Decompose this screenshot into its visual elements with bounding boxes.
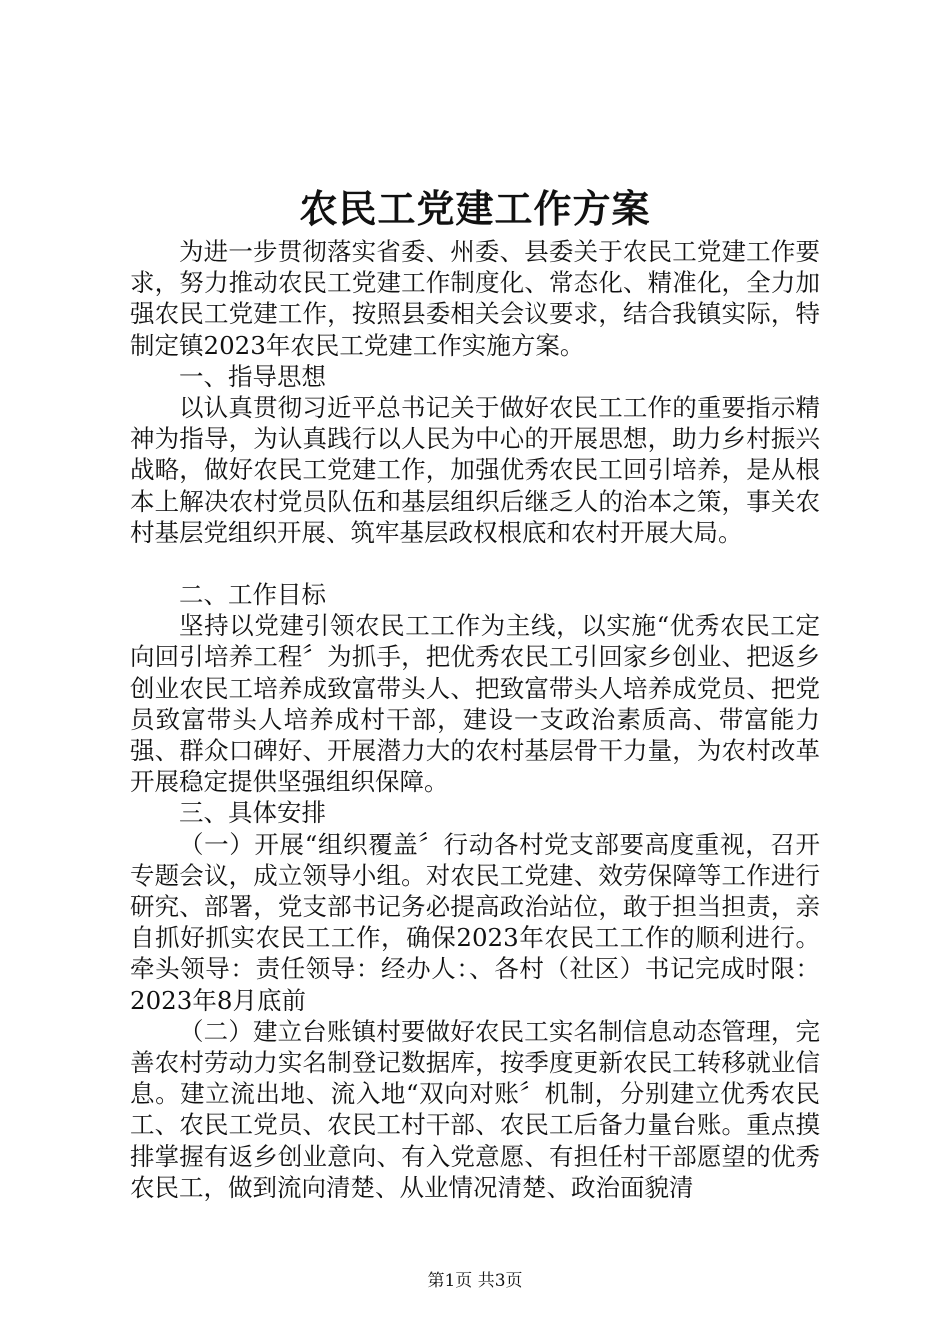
document-title: 农民工党建工作方案 — [299, 186, 651, 231]
arrangement-item-1: （一）开展“组织覆盖〞行动各村党支部要高度重视，召开专题会议，成立领导小组。对农民工党建、效劳保障等工作进行研究、部署，党支部书记务必提高政治站位，敢于担当担责，亲自抓好抓实农民工工作，确保2023年农民工工作的顺利进行。牵头领导：责任领导：经办人：、各村（社区）书记完成时限：2023年8月底前 — [130, 829, 820, 1015]
arrangement-item-2: （二）建立台账镇村要做好农民工实名制信息动态管理，完善农村劳动力实名制登记数据库，按季度更新农民工转移就业信息。建立流出地、流入地“双向对账〞机制，分别建立优秀农民工、农民工党员、农民工村干部、农民工后备力量台账。重点摸排掌握有返乡创业意向、有入党意愿、有担任村干部愿望的优秀农民工，做到流向清楚、从业情况清楚、政治面貌清 — [130, 1016, 820, 1202]
work-goals-paragraph: 坚持以党建引领农民工工作为主线，以实施“优秀农民工定向回引培养工程〞为抓手，把优秀农民工引回家乡创业、把返乡创业农民工培养成致富带头人、把致富带头人培养成党员、把党员致富带头人培养成村干部，建设一支政治素质高、带富能力强、群众口碑好、开展潜力大的农村基层骨干力量，为农村改革开展稳定提供坚强组织保障。 — [130, 611, 820, 797]
guiding-ideology-paragraph: 以认真贯彻习近平总书记关于做好农民工工作的重要指示精神为指导，为认真践行以人民为中心的开展思想，助力乡村振兴战略，做好农民工党建工作，加强优秀农民工回引培养，是从根本上解决农村党员队伍和基层组织后继乏人的治本之策，事关农村基层党组织开展、筑牢基层政权根底和农村开展大局。 — [130, 393, 820, 547]
section-heading-specific-arrangements: 三、具体安排 — [179, 798, 326, 828]
section-heading-guiding-ideology: 一、指导思想 — [179, 361, 326, 391]
document-body — [130, 236, 820, 1203]
section-heading-work-goals: 二、工作目标 — [179, 580, 326, 610]
page-number-footer: 第1页 共3页 — [427, 1271, 523, 1291]
intro-paragraph: 为进一步贯彻落实省委、州委、县委关于农民工党建工作要求，努力推动农民工党建工作制度化、常态化、精准化，全力加强农民工党建工作，按照县委相关会议要求，结合我镇实际，特制定镇2023年农民工党建工作实施方案。 — [130, 237, 820, 360]
